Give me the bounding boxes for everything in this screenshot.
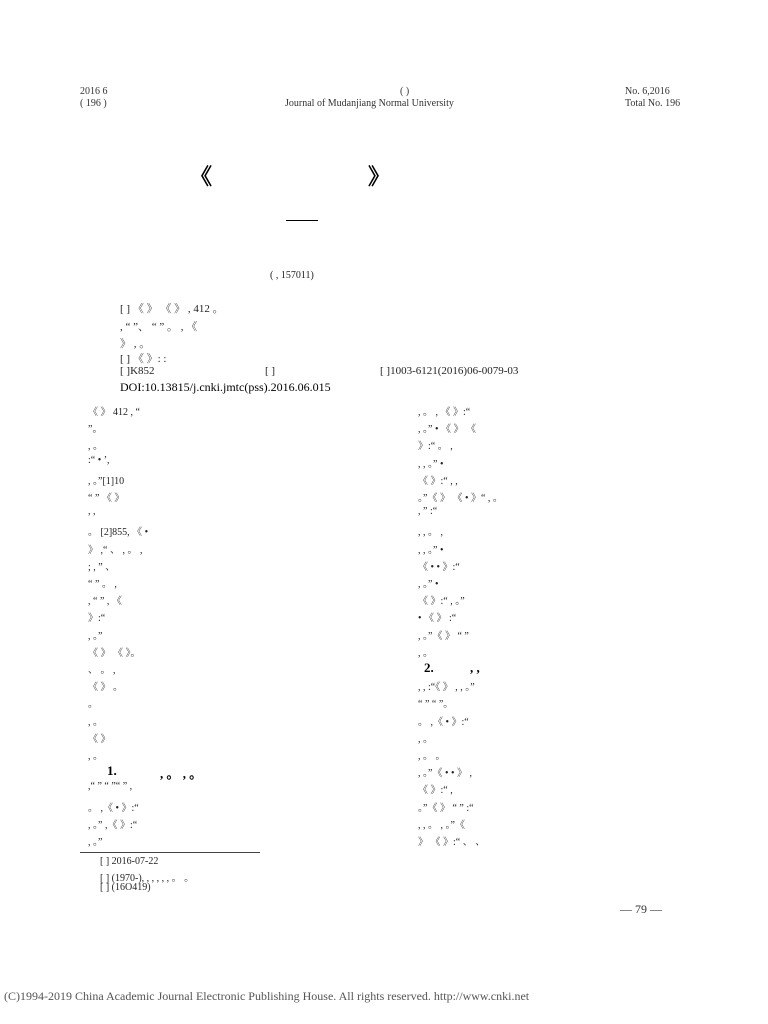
body-line-right: , , 。 , 。”《 [418,819,465,831]
body-line-right: , , 。” • [418,458,444,470]
footnote-rule [80,852,260,853]
header-total-number: Total No. 196 [625,98,681,109]
body-line-right: “ ” “ ”。 [418,699,454,711]
body-line-left: , 。” [88,837,103,848]
page-number: — 79 — [620,902,662,916]
affiliation: ( , 157011) [270,270,314,281]
header-issue-number: No. 6,2016 [625,86,670,97]
section-2-heading: , , [470,660,480,675]
footnote-received-date: [ ] 2016-07-22 [100,856,159,867]
body-line-right: , 。 [418,647,433,659]
section-2-number: 2. [424,660,434,675]
body-line-right: 》:“ 。 , [418,441,453,453]
header-journal-cn: ( ) [400,86,410,97]
body-line-right: , 。” • 《 》 《 [418,424,476,436]
body-line-right: 《 》:“ , [418,785,453,797]
keywords: [ ] 《 》: : [120,353,167,365]
body-line-right: , 。 , 《 》:“ [418,407,471,418]
body-line-left: 。 ,《 • 》:“ [88,802,139,814]
header-issue-date: 2016 6 [80,86,108,97]
title-left-bracket: 《 [190,164,213,189]
body-line-right: 。”《 》 “ ” :“ [418,802,474,814]
body-line-left: 、 。 , [88,665,116,676]
body-line-right: 。 ,《 • 》:“ [418,716,469,728]
body-line-right: 《 • • 》:“ [418,561,460,573]
body-line-left: “ ” 。 , [88,579,117,590]
body-line-left: 。 [2]855, 《 • [88,527,149,539]
body-line-right: , ” :“ [418,506,438,518]
body-line-right: , , :“《 》 , , 。” [418,682,475,694]
body-line-left: 《 》 412 , “ [88,407,140,418]
abstract-line-2: , “ ”、 “ ” 。 , 《 [120,321,198,333]
abstract-line-3: 》 , 。 [120,338,151,350]
body-line-left: , 。” [88,630,103,642]
body-line-left: 《 》 《 》。 [88,647,141,659]
body-line-left: :“ • ’, [88,454,110,466]
body-line-right: 《 》:“ , 。” [418,596,465,608]
body-line-left: , 。” ,《 》:“ [88,819,138,831]
body-line-left: ,“ ” “ ”“ ” , [88,781,133,793]
body-line-right: , 。”《 》 “ ” [418,630,469,642]
body-line-left: 《 》 。 [88,682,123,694]
body-line-left: , , [88,506,96,518]
body-line-left: 》 ,“ 、 , 。 , [88,544,143,556]
body-line-right: , 。 [418,733,433,745]
body-line-left: “ ” 《 》 [88,493,125,504]
body-line-right: 》 《 》:“ 、 、 [418,837,486,848]
body-line-right: 。”《 》 《 • 》“ , 。 [418,493,503,504]
body-line-right: , , 。” • [418,544,444,556]
body-line-left: , 。 [88,441,103,453]
footnote-author-bio: [ ] (1970-), , , , , , 。 。 [100,873,195,884]
author-dash [286,220,318,221]
body-line-left: ”。 [88,424,103,436]
title-right-bracket: 》 [368,164,391,189]
body-line-left: , 。 [88,716,103,728]
body-line-right: 《 》:“ , , [418,475,458,487]
body-line-right: , , 。 , [418,527,443,539]
classification-number: [ ]K852 [120,365,155,377]
body-line-left: 。 [88,699,98,711]
body-line-left: 《 》 [88,733,111,745]
body-line-left: , 。”[1]10 [88,475,125,487]
body-line-left: ; , ” 、 [88,561,116,573]
body-line-right: • 《 》 :“ [418,613,457,625]
body-line-right: , 。 。 [418,751,446,762]
document-code: [ ] [265,365,276,377]
body-line-left: 》:“ [88,613,106,625]
abstract-line-1: [ ] 《 》 《 》 , 412 。 [120,303,224,315]
body-line-right: , 。”《 • • 》 , [418,768,472,780]
header-journal-name: Journal of Mudanjiang Normal University [285,98,454,109]
body-line-right: , 。” • [418,579,439,590]
doi: DOI:10.13815/j.cnki.jmtc(pss).2016.06.015 [120,380,331,394]
article-number: [ ]1003-6121(2016)06-0079-03 [380,365,519,377]
body-line-left: , 。 [88,751,103,762]
header-issue-total: ( 196 ) [80,98,107,109]
section-1-heading: , 。 , 。 [160,766,203,781]
copyright-footer: (C)1994-2019 China Academic Journal Electronic Publishing House. All rights reserved. http://www.cnki.net [4,989,530,1003]
section-1-number: 1. [107,763,117,778]
footnote-fund: [ ] (16O419) [100,882,151,893]
body-line-left: , “ ” , 《 [88,596,122,608]
